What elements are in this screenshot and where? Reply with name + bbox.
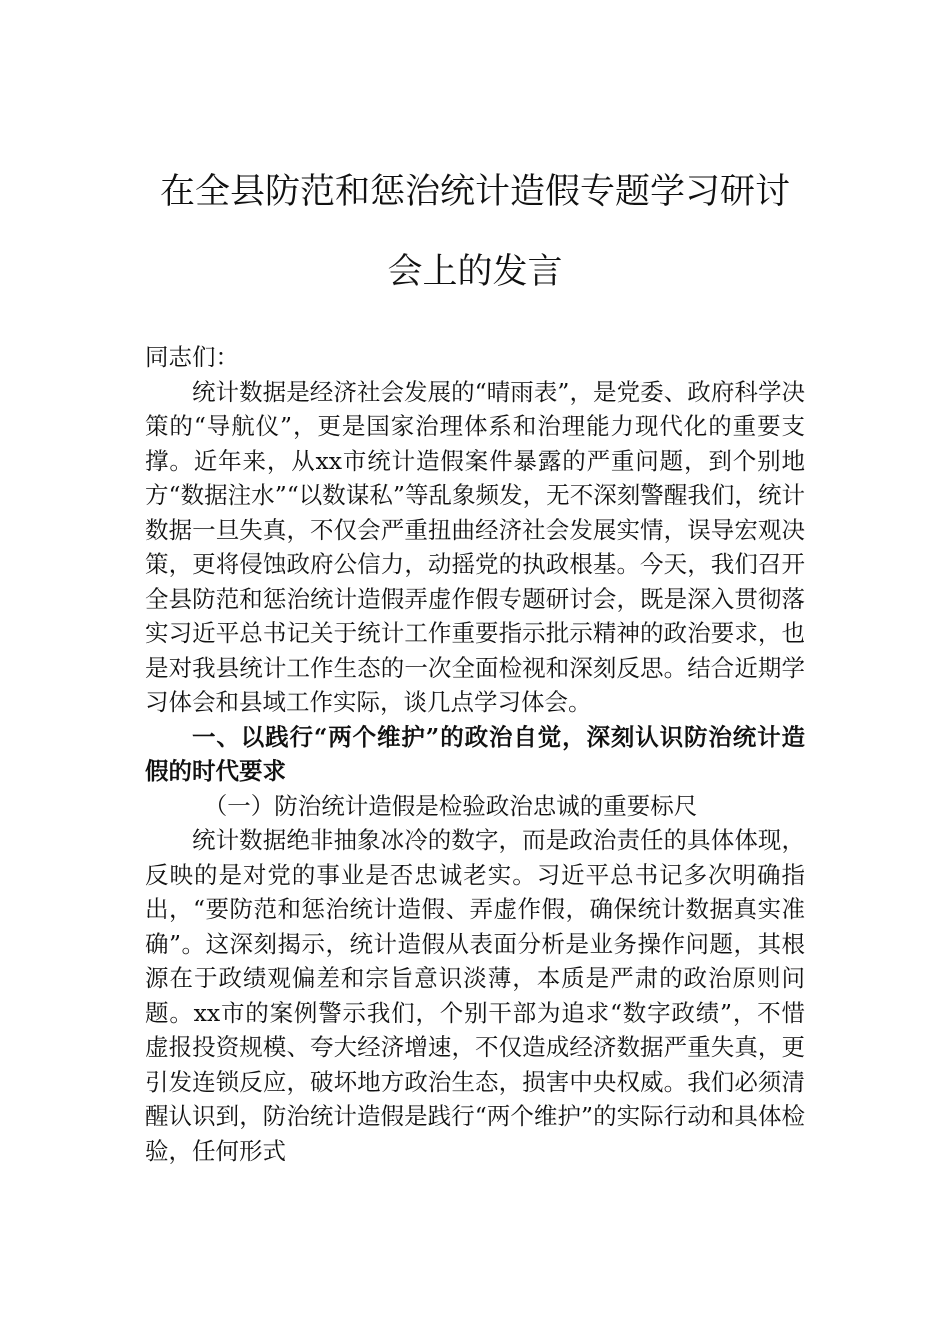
section-heading-1: 一、以践行“两个维护”的政治自觉，深刻认识防治统计造假的时代要求 [145,722,805,785]
title-line-1: 在全县防范和惩治统计造假专题学习研讨 [159,172,790,212]
salutation: 同志们： [145,343,239,371]
intro-paragraph: 统计数据是经济社会发展的“晴雨表”，是党委、政府科学决策的“导航仪”，更是国家治理体系和治理能力现代化的重要支撑。近年来，从xx市统计造假案件暴露的严重问题，到个别地方“数据注水”“以数谋私”等乱象频发，无不深刻警醒我们，统计数据一旦失真，不仅会严重扭曲经济社会发展实情，误导宏观决策，更将侵蚀政府公信力，动摇党的执政根基。今天，我们召开全县防范和惩治统计造假弄虚作假专题研讨会，既是深入贯彻落实习近平总书记关于统计工作重要指示批示精神的政治要求，也是对我县统计工作生态的一次全面检视和深刻反思。结合近期学习体会和县域工作实际，谈几点学习体会。 [145,377,805,716]
document-body [145,340,805,1168]
section-1-paragraph: 统计数据绝非抽象冰冷的数字，而是政治责任的具体体现，反映的是对党的事业是否忠诚老实。习近平总书记多次明确指出，“要防范和惩治统计造假、弄虚作假，确保统计数据真实准确”。这深刻揭示，统计造假从表面分析是业务操作问题，其根源在于政绩观偏差和宗旨意识淡薄，本质是严肃的政治原则问题。xx市的案例警示我们，个别干部为追求“数字政绩”，不惜虚报投资规模、夸大经济增速，不仅造成经济数据严重失真，更引发连锁反应，破坏地方政治生态，损害中央权威。我们必须清醒认识到，防治统计造假是践行“两个维护”的实际行动和具体检验，任何形式 [145,826,805,1165]
document-title [120,170,830,294]
title-line-2: 会上的发言 [387,252,563,292]
subsection-heading-1: （一）防治统计造假是检验政治忠诚的重要标尺 [203,791,698,820]
